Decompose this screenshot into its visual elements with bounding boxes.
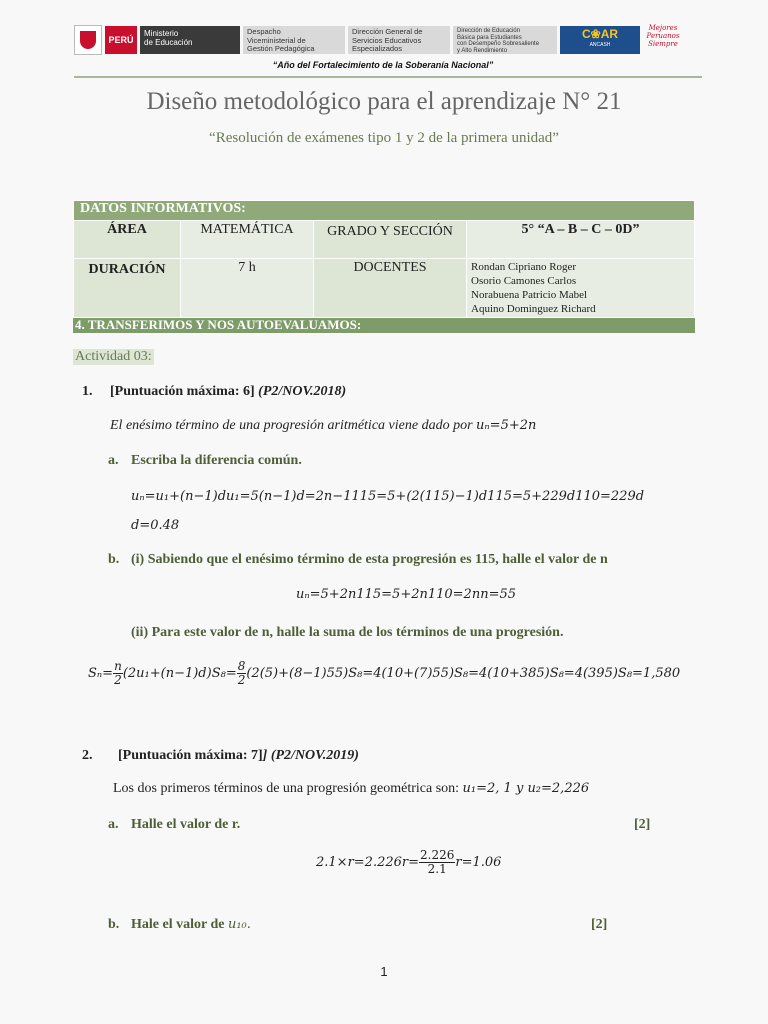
q1a-result: d=0.48 — [131, 518, 180, 533]
docente-name: Norabuena Patricio Mabel — [471, 289, 588, 301]
q1a-text: Escriba la diferencia común. — [131, 453, 302, 468]
q1-heading: [Puntuación máxima: 6] — [110, 384, 255, 399]
q2-statement-line — [113, 781, 589, 797]
q1b-text: (i) Sabiendo que el enésimo término de esta progresión es 115, halle el valor de n — [131, 552, 608, 567]
q2a-marks: [2] — [634, 817, 651, 832]
letterhead — [74, 22, 692, 72]
q2a-work — [316, 849, 501, 876]
q2a-fraction-num: 2.226 — [420, 848, 455, 862]
sum-rest: (2(5)+(8−1)55)S₈=4(10+(7)55)S₈=4(10+385)S₈=4(395)S₈=1,580 — [246, 666, 681, 681]
header-divider — [74, 76, 702, 78]
area-label: ÁREA — [74, 221, 181, 259]
q2b-line — [131, 917, 251, 933]
q1b-work: uₙ=5+2n115=5+2n110=2nn=55 — [296, 587, 517, 602]
q2-heading: [Puntuación máxima: 7] — [118, 748, 263, 763]
grado-label: GRADO Y SECCIÓN — [314, 221, 467, 259]
q1-source: (P2/NOV.2018) — [258, 384, 347, 399]
area-value: MATEMÁTICA — [181, 221, 314, 259]
duracion-label: DURACIÓN — [74, 259, 181, 318]
q2-source: ] (P2/NOV.2019) — [262, 748, 359, 763]
q2a-fraction — [419, 849, 455, 876]
q1-formula: uₙ=5+2n — [476, 418, 537, 433]
mejores-peruanos-logo: Mejores Peruanos Siempre — [646, 24, 680, 48]
q1-sum-formula — [88, 660, 680, 687]
page-title: Diseño metodológico para el aprendizaje N° 21 — [146, 88, 622, 115]
q2-statement: Los dos primeros términos de una progresión geométrica son: — [113, 781, 460, 796]
section-heading: 4. TRANSFERIMOS Y NOS AUTOEVALUAMOS: — [73, 318, 695, 333]
q2a-text: Halle el valor de r. — [131, 817, 241, 832]
coar-logo-sub: ANCASH — [589, 42, 611, 48]
direccion-educacion-logo: Dirección de Educación Básica para Estudiantes con Desempeño Sobresaliente y Alto Rendimiento — [453, 26, 557, 54]
page-number: 1 — [380, 964, 388, 979]
sum-fraction-den: 2 — [114, 673, 122, 687]
q1b-label: b. — [108, 552, 120, 567]
q2a-fraction-den: 2.1 — [427, 862, 447, 876]
coat-of-arms-icon — [74, 25, 102, 55]
q1-heading-line — [110, 384, 346, 400]
q1-number: 1. — [82, 384, 93, 399]
q2b-text: Hale el valor de — [131, 917, 225, 932]
q1b2-text: (ii) Para este valor de n, halle la suma de los términos de una progresión. — [131, 625, 564, 640]
sum-lhs: Sₙ= — [88, 666, 114, 681]
sum-fraction-2 — [237, 660, 247, 687]
despacho-logo: Despacho Viceministerial de Gestión Pedagógica — [243, 26, 345, 54]
year-motto: “Año del Fortalecimiento de la Soberanía Nacional” — [272, 60, 494, 70]
sum-fraction2-num: 8 — [237, 659, 246, 673]
q2b-label: b. — [108, 917, 120, 932]
q2a-lhs: 2.1×r=2.226r= — [316, 855, 419, 870]
q2b-marks: [2] — [591, 917, 608, 932]
q2-formula: u₁=2, 1 y u₂=2,226 — [462, 781, 590, 796]
ministerio-logo: Ministerio de Educación — [140, 26, 240, 54]
page-subtitle: “Resolución de exámenes tipo 1 y 2 de la primera unidad” — [209, 130, 559, 146]
q1a-label: a. — [108, 453, 119, 468]
info-table — [73, 200, 695, 318]
sum-fraction-num: n — [114, 659, 122, 673]
direccion-general-logo: Dirección General de Servicios Educativos Especializados — [348, 26, 450, 54]
info-table-heading: DATOS INFORMATIVOS: — [74, 201, 695, 221]
sum-fraction — [113, 660, 123, 687]
peru-logo: PERÚ — [105, 26, 137, 54]
q1-statement: El enésimo término de una progresión aritmética viene dado por — [110, 418, 473, 433]
q1a-work: uₙ=u₁+(n−1)du₁=5(n−1)d=2n−1115=5+(2(115)−1)d115=5+229d110=229d — [131, 489, 645, 504]
sum-fraction2-den: 2 — [237, 673, 246, 687]
coar-logo-text: C❀AR — [581, 27, 619, 41]
docente-name: Osorio Camones Carlos — [471, 275, 577, 287]
q1-statement-line — [110, 418, 536, 434]
docentes-label: DOCENTES — [314, 259, 467, 318]
grado-value: 5° “A – B – C – 0D” — [467, 221, 695, 259]
q2-number: 2. — [82, 748, 93, 763]
docente-name: Aquino Dominguez Richard — [471, 303, 596, 315]
duracion-value: 7 h — [181, 259, 314, 318]
q2a-label: a. — [108, 817, 119, 832]
docente-name: Rondan Cipriano Roger — [471, 261, 577, 273]
q2-heading-line — [118, 748, 359, 764]
q2a-rhs: r=1.06 — [455, 855, 502, 870]
coar-logo — [560, 26, 640, 54]
activity-label: Actividad 03: — [75, 349, 152, 364]
docentes-list — [467, 259, 695, 318]
logo-strip — [74, 22, 692, 58]
sum-mid: (2u₁+(n−1)d)S₈= — [122, 666, 237, 681]
q2b-var: u₁₀. — [227, 917, 251, 932]
